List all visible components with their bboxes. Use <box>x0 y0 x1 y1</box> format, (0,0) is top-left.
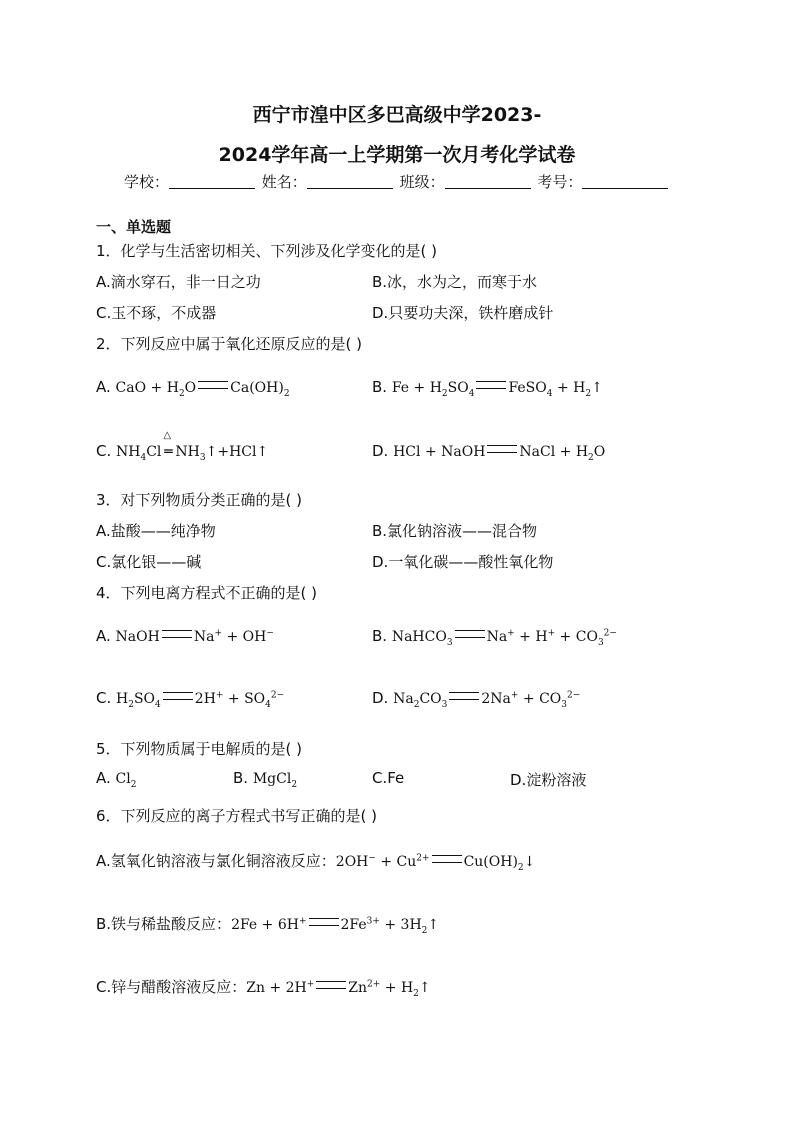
q3-option-a[interactable]: A.盐酸——纯净物 <box>96 522 216 540</box>
question-1-stem: 1．化学与生活密切相关、下列涉及化学变化的是( ) <box>96 242 438 260</box>
q5-option-c[interactable]: C.Fe <box>372 769 405 787</box>
name-blank[interactable] <box>307 174 393 189</box>
q2-option-a[interactable]: A. CaO + $H_2O$ $Ca(OH)_2$ <box>96 378 290 399</box>
q6-option-b[interactable]: B.铁与稀盐酸反应：2Fe + 6H+ $2Fe^{3+}$ + $3H_2↑$ <box>96 915 440 936</box>
q3-option-b[interactable]: B.氯化钠溶液——混合物 <box>372 522 538 540</box>
id-blank[interactable] <box>582 174 668 189</box>
question-6-stem: 6．下列反应的离子方程式书写正确的是( ) <box>96 807 378 825</box>
exam-title-line2: 2024学年高一上学期第一次月考化学试卷 <box>218 144 576 166</box>
q1-option-d[interactable]: D.只要功夫深，铁杵磨成针 <box>372 304 554 322</box>
q2-option-d[interactable]: D. HCl + NaOH NaCl + $H_2O$ <box>372 442 606 463</box>
q5-option-a[interactable]: A. $Cl_2$ <box>96 769 137 790</box>
q3-option-c[interactable]: C.氯化银——碱 <box>96 553 202 571</box>
question-2-stem: 2．下列反应中属于氧化还原反应的是( ) <box>96 335 363 353</box>
q1-option-c[interactable]: C.玉不琢，不成器 <box>96 304 217 322</box>
q4-option-c[interactable]: C. $H_2SO_4$ $2H^+ + SO_4^{2-}$ <box>96 689 285 710</box>
q6-option-b-text: B.铁与稀盐酸反应： <box>96 915 232 933</box>
class-label: 班级： <box>399 173 445 191</box>
q6-option-c[interactable]: C.锌与醋酸溶液反应：Zn + 2H+ $Zn^{2+}$ + $H_2↑$ <box>96 978 431 999</box>
section-heading: 一、单选题 <box>96 218 172 236</box>
q5-option-d[interactable]: D.淀粉溶液 <box>510 771 587 789</box>
question-4-stem: 4．下列电离方程式不正确的是( ) <box>96 584 318 602</box>
school-label: 学校： <box>124 173 170 191</box>
q1-option-a[interactable]: A.滴水穿石，非一日之功 <box>96 273 261 291</box>
q6-option-c-text: C.锌与醋酸溶液反应： <box>96 978 247 996</box>
question-5-stem: 5．下列物质属于电解质的是( ) <box>96 740 303 758</box>
q6-option-a-text: A.氢氧化钠溶液与氯化铜溶液反应： <box>96 852 336 870</box>
question-3-stem: 3．对下列物质分类正确的是( ) <box>96 491 303 509</box>
q3-option-d[interactable]: D.一氧化碳——酸性氧化物 <box>372 553 554 571</box>
q2-option-b[interactable]: B. $Fe + H_2SO_4$ FeSO$_4$ + $H_2↑$ <box>372 378 603 399</box>
exam-title-line1: 西宁市湟中区多巴高级中学2023- <box>252 104 542 126</box>
student-info-row <box>124 171 670 192</box>
q4-option-d[interactable]: D. $Na_2CO_3$ $2Na^+ + CO_3^{2-}$ <box>372 689 581 710</box>
q4-option-a[interactable]: A. NaOH Na+ + OH− <box>96 627 274 645</box>
q2-option-c[interactable]: C. $NH_4Cl$ △ ═ $NH_3↑+HCl↑$ <box>96 430 269 463</box>
q4-option-b[interactable]: B. NaHCO$_3$ $Na^+ + H^+ + CO_3^{2-}$ <box>372 627 617 648</box>
school-blank[interactable] <box>169 174 255 189</box>
q1-option-b[interactable]: B.冰，水为之，而寒于水 <box>372 273 538 291</box>
q5-option-b[interactable]: B. MgCl$_2$ <box>233 769 298 790</box>
id-label: 考号： <box>537 173 583 191</box>
class-blank[interactable] <box>445 174 531 189</box>
name-label: 姓名： <box>261 173 307 191</box>
q6-option-a[interactable]: A.氢氧化钠溶液与氯化铜溶液反应：$2OH^- + Cu^{2+}$ $Cu(OH)_2↓$ <box>96 852 536 873</box>
